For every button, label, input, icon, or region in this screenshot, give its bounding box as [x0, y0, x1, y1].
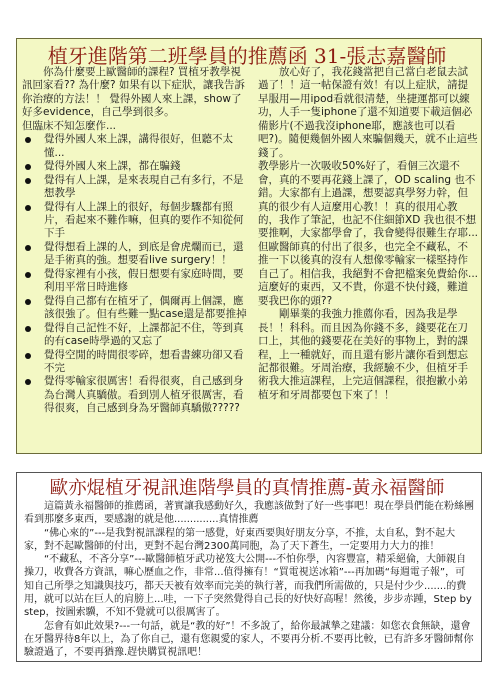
symptom-item: 覺得自己記性不好，上課都記不住，等到真的有case時學過的又忘了: [22, 322, 250, 349]
bullet-dot-icon: [25, 205, 31, 211]
bullet-dot-icon: [25, 379, 31, 385]
section-2-body: [24, 500, 474, 660]
bullet-dot-icon: [25, 245, 31, 251]
bullet-dot-icon: [25, 178, 31, 184]
symptom-item: 覺得空閒的時間很零碎，想看書練功卻又看不完: [22, 349, 250, 376]
symptom-item: 覺得外國人來上課，都在騙錢: [22, 160, 250, 173]
right-paragraph-1: 放心好了，我花錢當把自己當白老鼠去試過了！！這一帖保證有效！有以上症狀，請提早服用—用ipod看就很清楚，坐捷運都可以練功，人手一隻iphone了還不知道要下載這個必備影片(不過我沒iphone耶，應該也可以看吧?)。隨便幾個外國人來騙個幾天，就不止這些錢了。: [258, 66, 478, 159]
symptom-item: 覺得家裡有小孩，假日想要有家庭時間，要利用平常日時進修: [22, 268, 250, 295]
section-2-paragraph: “不藏私，不吝分享”---歐醫師植牙武功祕笈大公開---不怕你學，內容豐富，精采絕倫，大師親自操刀，收費各方資訊，嘛心歷血之作，非常...值得擁有！“買電視送冰箱”---再加碼“每週電子報”，可知自己所學之知識與技巧，都天天被有效率而完美的執行著，而我們所需做的，只是付少少.......的費用，就可以站在巨人的肩膀上...哇，一下子突然覺得自己長的好快好高喔！然後，步步赤踵，Step by step，按圖索驥，不知不覺就可以很厲害了。: [24, 554, 472, 619]
section-2-paragraph: 怎會有如此效果?---一句話，就是“教的好”！不多說了，給你最誠摯之建議：如您衣食無缺，還會在牙醫界待8年以上，為了你自己，還有您親愛的家人，不要再分析.不要再比較，已有許多牙醫師幫你驗證過了，不要再猶豫.趕快購買視訊吧！: [24, 620, 474, 659]
section-2-paragraph: “佛心來的”---是我對視訊課程的第一感覺，好東西要與好朋友分享，不推，太自私，對不起大家，對不起歐醫師的付出，更對不起台灣2300萬同胞，為了天下蒼生，一定要用力大力的推！: [24, 527, 456, 552]
right-paragraph-2: 教學影片一次吸收50%好了，看個三次還不會，真的不要再花錢上課了，OD scaling 也不錯。大家都有上過課，想要認真學努力幹，但真的很少有人這麼用心教！！真的很用心教的，我作了筆記，也記不住細節XD 我也很不想要推啊，大家都學會了，我會變得很難生存耶...但歐醫師真的付出了很多，也完全不藏私，不推一下以後真的沒有人想像零輸家一樣堅持作自己了。相信我，我絕對不會把檔案免費給你... 這麼好的東西，又不貴，你還不快付錢，難道要我巴你的頭??: [258, 160, 478, 307]
bullet-dot-icon: [25, 353, 31, 359]
right-column: [258, 66, 478, 452]
right-paragraph-3: 剛畢業的我強力推薦你看，因為我是學長！！科科。而且因為你錢不多，錢要花在刀口上，其他的錢要花在美好的事物上，對的課程，上一種就好，而且還有影片讓你看到想忘記都很難。牙周治療，我經驗不少，但植牙手術我大推這課程，上完這個課程，很抱歉小弟植牙和牙周都要包下來了！！: [258, 308, 468, 401]
symptom-item: 覺得外國人來上課，講得很好，但聽不太懂...: [22, 133, 250, 160]
left-column: [22, 66, 250, 452]
symptom-item: 覺得自己都有在植牙了，偶爾再上個課，應該很強了。但有些難一點case還是都要推掉: [22, 295, 250, 322]
bullet-dot-icon: [25, 299, 31, 305]
bullet-dot-icon: [25, 137, 31, 143]
symptom-item: 覺得零輸家很厲害！看得很爽，自己感到身為台灣人真驕傲。看到別人植牙很厲害，看得很爽，自己感到身為牙醫師真驕傲?????: [22, 375, 250, 415]
left-intro: 你為什麼要上歐醫師的課程? 買植牙教學視訊回家看?? 為什麼? 如果有以下症狀，讓我告訴你治療的方法！！ 覺得外國人來上課，show了好多evidence，自己學到很多。: [22, 66, 245, 119]
bullet-dot-icon: [25, 326, 31, 332]
symptom-item: 覺得有人上課，是來表現自己有多行，不是想教學: [22, 174, 250, 201]
symptom-list: [22, 133, 250, 416]
bullet-dot-icon: [25, 164, 31, 170]
symptom-item: 覺得有人上課上的很好，每個步驟都有照片，看起來不難作嘛，但真的要作不知從何下手: [22, 201, 250, 241]
section-1-title: 植牙進階第二班學員的推薦函 31-張志嘉醫師: [47, 44, 447, 68]
symptom-item: 覺得想看上課的人，到底是會虎爛而已，還是手術真的強。想要看live surgery！！: [22, 241, 250, 268]
bullet-dot-icon: [25, 272, 31, 278]
section-2-paragraph: 這篇黃永福醫師的推薦函，著實讓我感動好久，我應該做對了好一些事吧！現在學員們能在粉絲團看到那麼多東西，要感謝的就是他..............真情推薦: [24, 501, 474, 526]
section-2-title: 歐亦焜植牙視訊進階學員的真情推薦-黃永福醫師: [49, 478, 445, 499]
left-clinic-line: 但臨床不知怎麼作...: [22, 119, 117, 132]
